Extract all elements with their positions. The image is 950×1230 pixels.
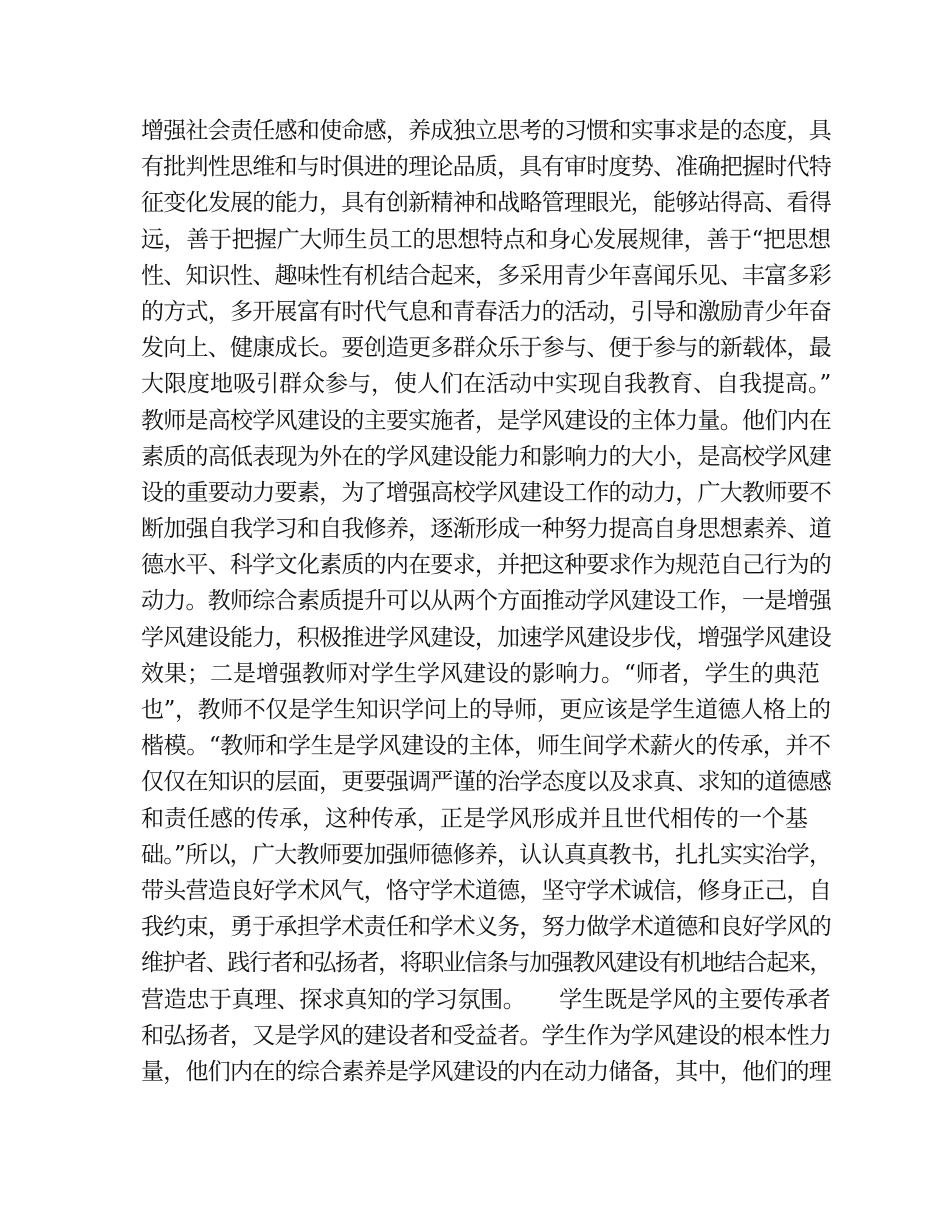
text-line: 营造忠于真理、探求真知的学习氛围。 学生既是学风的主要传承者: [141, 986, 831, 1013]
text-line: 量，他们内在的综合素养是学风建设的内在动力储备，其中，他们的理: [141, 1058, 832, 1085]
text-line: 和弘扬者，又是学风的建设者和受益者。学生作为学风建设的根本性力: [141, 1022, 832, 1049]
text-line: 增强社会责任感和使命感，养成独立思考的习惯和实事求是的态度，具: [141, 118, 832, 144]
text-line: 也”，教师不仅是学生知识学问上的导师，更应该是学生道德人格上的: [141, 697, 831, 723]
text-line: 维护者、践行者和弘扬者，将职业信条与加强教风建设有机地结合起来，: [141, 950, 831, 977]
text-line: 动力。教师综合素质提升可以从两个方面推动学风建设工作，一是增强: [141, 588, 832, 615]
body-text: [141, 113, 831, 1090]
text-line: 楷模。“教师和学生是学风建设的主体，师生间学术薪火的传承，并不: [141, 733, 831, 760]
text-line: 有批判性思维和与时俱进的理论品质，具有审时度势、准确把握时代特: [141, 154, 832, 181]
text-line: 效果；二是增强教师对学生学风建设的影响力。“师者，学生的典范: [141, 660, 820, 687]
text-line: 仅仅在知识的层面，更要强调严谨的治学态度以及求真、求知的道德感: [141, 769, 832, 796]
text-line: 础。”所以，广大教师要加强师德修养，认认真真教书，扎扎实实治学，: [141, 841, 832, 868]
text-line: 我约束，勇于承担学术责任和学术义务，努力做学术道德和良好学风的: [141, 914, 832, 941]
text-line: 学风建设能力，积极推进学风建设，加速学风建设步伐，增强学风建设: [141, 624, 832, 651]
text-line: 征变化发展的能力，具有创新精神和战略管理眼光，能够站得高、看得: [141, 190, 832, 217]
text-line: 和责任感的传承，这种传承，正是学风形成并且世代相传的一个基: [141, 805, 808, 832]
text-line: 远，善于把握广大师生员工的思想特点和身心发展规律，善于“把思想: [141, 226, 831, 253]
text-line: 带头营造良好学术风气，恪守学术道德，坚守学术诚信，修身正己，自: [141, 877, 832, 904]
text-line: 素质的高低表现为外在的学风建设能力和影响力的大小，是高校学风建: [141, 443, 832, 470]
text-line: 断加强自我学习和自我修养，逐渐形成一种努力提高自身思想素养、道: [141, 516, 832, 543]
text-line: 的方式，多开展富有时代气息和青春活力的活动，引导和激励青少年奋: [141, 298, 832, 325]
text-line: 大限度地吸引群众参与，使人们在活动中实现自我教育、自我提高。”: [141, 371, 832, 398]
text-line: 教师是高校学风建设的主要实施者，是学风建设的主体力量。他们内在: [141, 407, 832, 434]
text-line: 设的重要动力要素，为了增强高校学风建设工作的动力，广大教师要不: [141, 479, 832, 506]
text-line: 发向上、健康成长。要创造更多群众乐于参与、便于参与的新载体，最: [141, 335, 832, 362]
text-line: 性、知识性、趣味性有机结合起来，多采用青少年喜闻乐见、丰富多彩: [141, 262, 832, 289]
text-line: 德水平、科学文化素质的内在要求，并把这种要求作为规范自己行为的: [141, 552, 832, 579]
